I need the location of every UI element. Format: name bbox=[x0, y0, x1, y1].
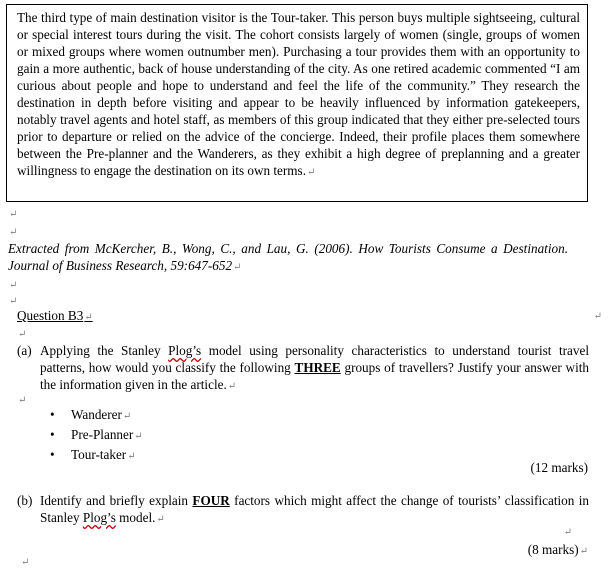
marks-a: (12 marks) bbox=[530, 460, 588, 475]
paragraph-mark-icon: ↵ bbox=[21, 557, 30, 568]
list-item: • Pre-Planner↵ bbox=[50, 426, 143, 446]
paragraph-mark-icon: ↵ bbox=[18, 395, 27, 406]
paragraph-mark-icon: ↵ bbox=[9, 227, 18, 238]
question-b-text: Identify and briefly explain FOUR factors which might affect the change of tourists’ classification in Stanley Plog’s model.↵ bbox=[40, 493, 589, 525]
row-end-mark-icon: ↵ bbox=[593, 311, 602, 322]
empty-paragraph bbox=[8, 222, 17, 241]
question-a-label: (a) bbox=[17, 343, 32, 358]
list-item: • Tour-taker↵ bbox=[50, 446, 143, 466]
paragraph-mark-icon: ↵ bbox=[307, 167, 316, 178]
paragraph-mark-icon: ↵ bbox=[84, 312, 93, 323]
article-passage-box bbox=[6, 4, 588, 202]
empty-paragraph bbox=[8, 204, 17, 223]
paragraph-mark-icon: ↵ bbox=[127, 451, 136, 462]
list-item: • Wanderer↵ bbox=[50, 406, 143, 426]
plog-term: Plog’s bbox=[82, 510, 116, 525]
paragraph-mark-icon: ↵ bbox=[134, 431, 143, 442]
question-b-label: (b) bbox=[17, 493, 33, 508]
plog-term: Plog’s bbox=[168, 343, 202, 358]
question-title: Question B3↵ bbox=[17, 308, 93, 323]
paragraph-mark-icon: ↵ bbox=[233, 262, 242, 273]
marks-b: (8 marks)↵ bbox=[527, 542, 588, 557]
empty-paragraph bbox=[8, 291, 17, 310]
question-b bbox=[17, 492, 589, 528]
paragraph-mark-icon: ↵ bbox=[9, 280, 18, 291]
traveller-groups-list bbox=[50, 406, 143, 466]
empty-paragraph bbox=[17, 324, 26, 343]
paragraph-mark-icon: ↵ bbox=[227, 381, 237, 392]
paragraph-mark-icon: ↵ bbox=[156, 514, 165, 525]
emphasis-four: FOUR bbox=[192, 493, 230, 508]
citation bbox=[8, 240, 568, 276]
paragraph-mark-icon: ↵ bbox=[122, 411, 132, 422]
row-end-mark-icon: ↵ bbox=[563, 527, 572, 538]
question-a bbox=[17, 342, 589, 395]
passage-text: The third type of main destination visitor is the Tour-taker. This person buys multiple sightseeing, cultural or special interest tours during the visit. The cohort consists largely of women (single, groups of women or mixed groups where women outnumber men). Purchasing a tour provides them with an opportunity to gain a more authentic, back of house understanding of the city. As one retired academic commented “I am curious about people and hope to understand and feel the life of the community.” They research the destination in depth before visiting and appear to be heavily influenced by information gatekeepers, notably travel agents and hotel staff, as members of this group indicated that they either pre-selected tours prior to departure or relied on the advice of the concierge. Indeed, their profile places them somewhere between the Pre-planner and the Wanderers, as they exhibit a high degree of preplanning and a greater willingness to engage the destination on its own terms. bbox=[17, 10, 580, 178]
question-a-text: Applying the Stanley Plog’s model using personality characteristics to understand tourist travel patterns, how would you classify the following THREE groups of travellers? Justify your answer with the information given in the article.↵ bbox=[40, 343, 590, 392]
paragraph-mark-icon: ↵ bbox=[9, 209, 18, 220]
citation-text: Extracted from McKercher, B., Wong, C., and Lau, G. (2006). How Tourists Consume a Destination. Journal of Business Research, 59:647-652 bbox=[8, 241, 568, 273]
emphasis-three: THREE bbox=[294, 360, 341, 375]
empty-paragraph bbox=[17, 390, 26, 409]
paragraph-mark-icon: ↵ bbox=[18, 329, 27, 340]
paragraph-mark-icon: ↵ bbox=[579, 546, 588, 557]
paragraph-mark-icon: ↵ bbox=[9, 296, 18, 307]
